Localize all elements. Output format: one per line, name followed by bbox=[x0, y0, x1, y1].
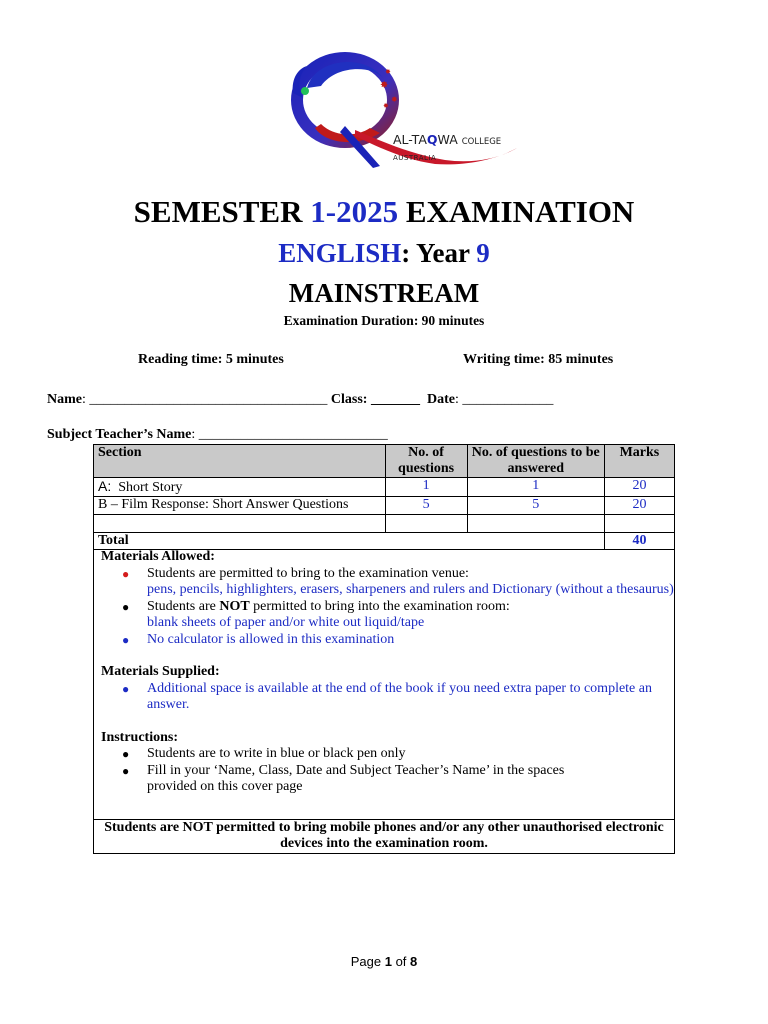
date-field[interactable]: : _____________ bbox=[454, 392, 554, 407]
bullet-icon: ● bbox=[122, 681, 130, 696]
class-field[interactable]: : _______ bbox=[362, 392, 420, 407]
table-cell-marks: 20 bbox=[604, 497, 674, 515]
table-row bbox=[94, 497, 675, 515]
writing-time: Writing time: 85 minutes bbox=[463, 352, 614, 367]
table-header: Section bbox=[94, 445, 386, 478]
svg-text:✸: ✸ bbox=[380, 80, 389, 91]
list-item: ● No calculator is allowed in this examination bbox=[122, 631, 395, 647]
materials-allowed-list bbox=[94, 566, 674, 649]
table-header: No. of questions bbox=[385, 445, 467, 478]
instructions-heading: Instructions: bbox=[101, 729, 179, 745]
svg-text:✸: ✸ bbox=[391, 95, 398, 104]
table-row-empty bbox=[94, 515, 675, 533]
section-summary-table bbox=[93, 444, 675, 550]
materials-allowed-heading: Materials Allowed: bbox=[101, 549, 215, 564]
bullet-icon: ● bbox=[122, 599, 130, 614]
materials-supplied-heading: Materials Supplied: bbox=[101, 664, 220, 679]
devices-warning: Students are NOT permitted to bring mobile phones and/or any other unauthorised electronic devices into the examination room. bbox=[93, 819, 675, 854]
total-marks: 40 bbox=[604, 533, 674, 550]
bullet-icon: ● bbox=[122, 632, 130, 647]
table-total-row bbox=[94, 533, 675, 550]
instructions-list bbox=[94, 746, 674, 796]
date-label: Date bbox=[419, 392, 455, 407]
exam-subject: ENGLISH: Year 9 bbox=[278, 238, 490, 268]
bullet-icon: ● bbox=[122, 763, 130, 778]
table-cell-section: A: Short Story bbox=[94, 478, 386, 497]
logo-wordmark: AL-TAQWA COLLEGE bbox=[393, 132, 502, 147]
table-header: No. of questions to be answered bbox=[467, 445, 604, 478]
class-label: Class bbox=[327, 392, 363, 407]
svg-text:✸: ✸ bbox=[385, 68, 391, 76]
exam-title: SEMESTER 1-2025 EXAMINATION bbox=[133, 194, 635, 229]
teacher-field[interactable]: : ___________________________ bbox=[191, 427, 388, 442]
table-row bbox=[94, 478, 675, 497]
list-item: ● Fill in your ‘Name, Class, Date and Subject Teacher’s Name’ in the spaces provided on this cover page bbox=[122, 762, 565, 794]
svg-text:✸: ✸ bbox=[383, 102, 389, 110]
list-item: ● Students are to write in blue or black pen only bbox=[122, 746, 406, 761]
instructions-box bbox=[93, 549, 675, 820]
materials-supplied-list bbox=[94, 681, 674, 714]
name-label: Name bbox=[47, 392, 82, 407]
table-header: Marks bbox=[604, 445, 674, 478]
exam-stream: MAINSTREAM bbox=[288, 278, 480, 308]
logo-country: AUSTRALIA bbox=[393, 154, 437, 162]
list-item: ● Additional space is available at the end of the book if you need extra paper to complete an answer. bbox=[122, 680, 652, 712]
teacher-label: Subject Teacher’s Name bbox=[47, 427, 192, 442]
college-logo bbox=[285, 48, 525, 173]
table-header-row bbox=[94, 445, 675, 478]
reading-time: Reading time: 5 minutes bbox=[138, 352, 284, 367]
name-field[interactable]: : __________________________________ bbox=[82, 392, 328, 407]
page-number: Page 1 of 8 bbox=[350, 954, 418, 969]
bullet-icon: ● bbox=[122, 566, 130, 581]
table-cell-marks: 20 bbox=[604, 478, 674, 497]
table-cell-questions: 5 bbox=[385, 497, 467, 515]
bullet-icon: ● bbox=[122, 747, 130, 761]
total-label: Total bbox=[94, 533, 605, 550]
table-cell-questions: 1 bbox=[385, 478, 467, 497]
list-item: ● Students are NOT permitted to bring into the examination room: blank sheets of paper and/or white out liquid/tape bbox=[122, 598, 510, 630]
table-cell-answered: 5 bbox=[467, 497, 604, 515]
teacher-name-line bbox=[47, 427, 388, 443]
exam-duration: Examination Duration: 90 minutes bbox=[283, 313, 485, 328]
student-details-line bbox=[47, 392, 553, 408]
table-cell-section: B – Film Response: Short Answer Questions bbox=[94, 497, 386, 515]
list-item: ● Students are permitted to bring to the examination venue: pens, pencils, highlighters, erasers, sharpeners and rulers and Dictionary (without a thesaurus) bbox=[122, 565, 674, 597]
table-cell-answered: 1 bbox=[467, 478, 604, 497]
